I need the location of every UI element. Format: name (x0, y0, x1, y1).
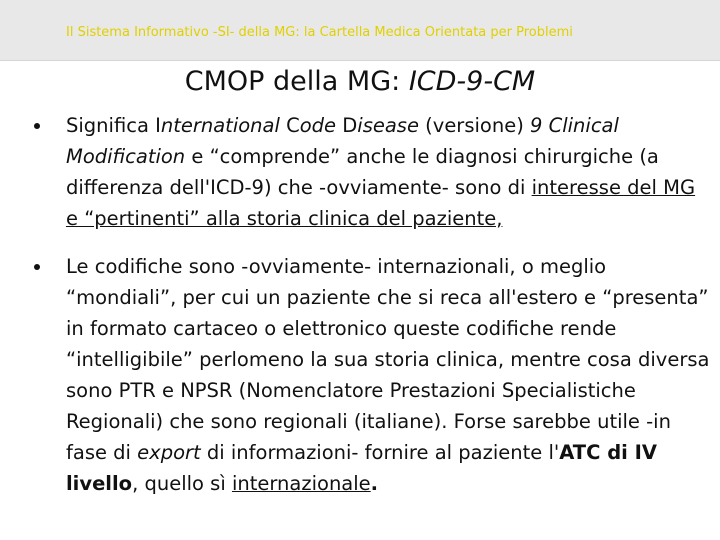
bullet-text-segment: export (137, 441, 201, 464)
bullet-text-segment: di informazioni- fornire al paziente l' (200, 441, 560, 464)
bullet-text-segment: 9 Clinical Modification (66, 114, 619, 168)
bullet-text-segment: Le codifiche sono -ovviamente- internazionali, o meglio “mondiali”, per cui un paziente che si reca all'estero e “presenta” in formato cartaceo o elettronico queste codifiche rende “intelligibile” perlomeno la sua storia clinica, mentre cosa diversa sono PTR e NPSR (Nomenclatore Prestazioni Specialistiche Regionali) che sono regionali (italiane). Forse sarebbe utile -in fase di (66, 255, 710, 464)
bullet-text-segment: C (279, 114, 300, 137)
bullet-text-segment: ATC di IV livello (66, 441, 657, 495)
bullet-text-segment: Significa I (66, 114, 161, 137)
slide-title-italic: ICD-9-CM (408, 66, 536, 97)
bullet-text-segment: (versione) (418, 114, 530, 137)
bullet-text (66, 255, 709, 495)
bullet-text-segment: ode (299, 114, 337, 137)
bullet-text-segment: interesse del MG e “pertinenti” alla storia clinica del paziente, (66, 176, 696, 230)
bullet-dot-icon (34, 264, 40, 270)
bullet-list (34, 110, 710, 499)
bullet-text-segment: , quello sì (132, 472, 232, 495)
bullet-item (34, 251, 710, 499)
bullet-text (66, 114, 695, 230)
slide-title (0, 66, 720, 97)
bullet-text-segment: . (370, 472, 379, 495)
slide-title-main: CMOP della MG: (184, 66, 409, 97)
bullet-dot-icon (34, 123, 40, 129)
header-text: Il Sistema Informativo -SI- della MG: la Cartella Medica Orientata per Problemi (66, 25, 573, 40)
bullet-text-segment: internazionale (231, 472, 371, 495)
bullet-text-segment: D (336, 114, 358, 137)
bullet-item (34, 110, 710, 234)
bullet-text-segment: nternational (160, 114, 280, 137)
bullet-text-segment: e “comprende” anche le diagnosi chirurgiche (a differenza dell'ICD-9) che -ovviamente- sono di (66, 145, 659, 199)
header-bar (0, 0, 720, 61)
bullet-text-segment: isease (357, 114, 419, 137)
